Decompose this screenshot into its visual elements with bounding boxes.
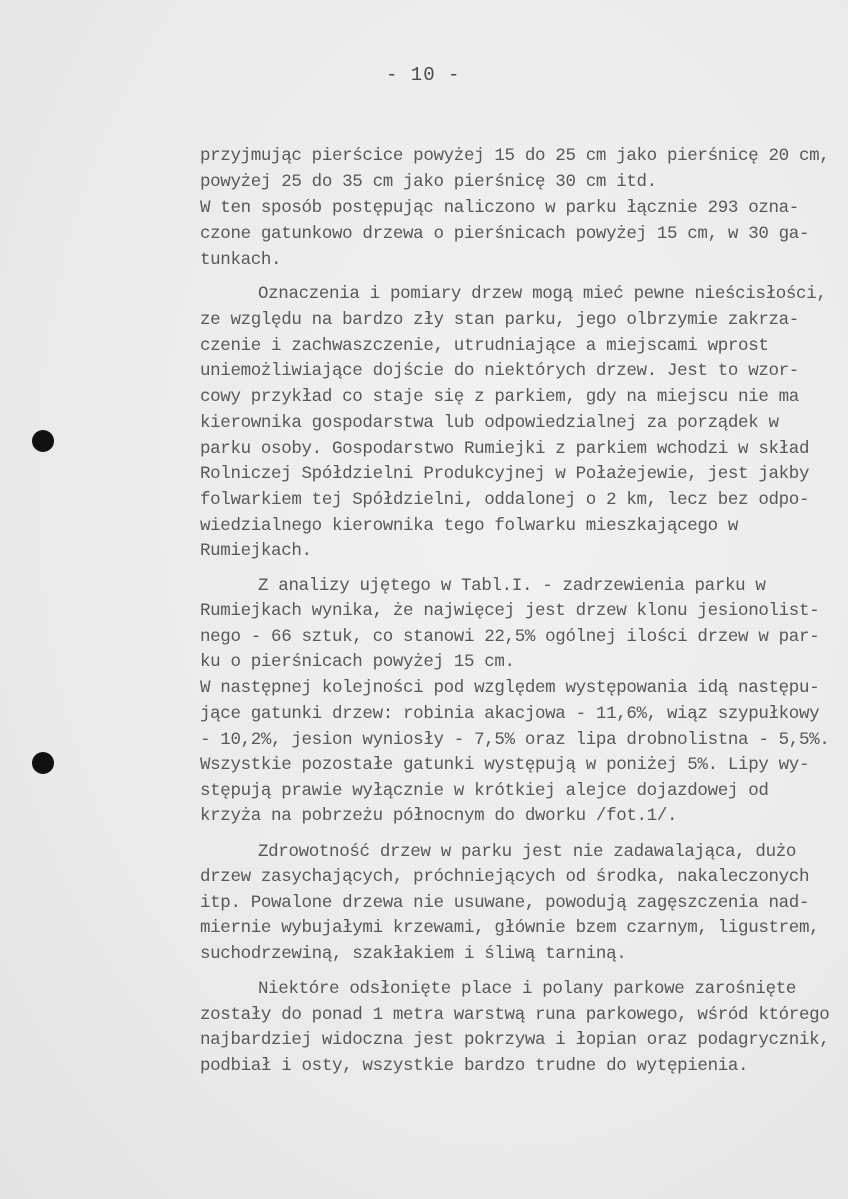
text-line: kierownika gospodarstwa lub odpowiedzialnej za porządek w [200, 413, 779, 433]
text-line: folwarkiem tej Spółdzielni, oddalonej o 2 km, lecz bez odpo- [200, 490, 810, 510]
text-line: - 10,2%, jesion wyniosły - 7,5% oraz lipa drobnolistna - 5,5%. [200, 730, 830, 750]
page-number: - 10 - [386, 64, 461, 86]
text-line: suchodrzewiną, szakłakiem i śliwą tarniną. [200, 944, 627, 964]
text-line: miernie wybujałymi krzewami, głównie bzem czarnym, ligustrem, [200, 918, 820, 938]
text-line: stępują prawie wyłącznie w krótkiej alejce dojazdowej od [200, 781, 769, 801]
text-line: krzyża na pobrzeżu północnym do dworku /fot.1/. [200, 806, 678, 826]
punch-hole-bottom [32, 752, 54, 774]
text-line: ku o pierśnicach powyżej 15 cm. [200, 652, 515, 672]
text-line: Oznaczenia i pomiary drzew mogą mieć pewne nieścisłości, [258, 284, 827, 304]
text-line: Z analizy ujętego w Tabl.I. - zadrzewienia parku w [258, 576, 766, 596]
text-line: uniemożliwiające dojście do niektórych drzew. Jest to wzor- [200, 361, 799, 381]
text-line: powyżej 25 do 35 cm jako pierśnicę 30 cm itd. [200, 172, 657, 192]
text-line: Wszystkie pozostałe gatunki występują w poniżej 5%. Lipy wy- [200, 755, 810, 775]
text-line: Zdrowotność drzew w parku jest nie zadawalająca, dużo [258, 842, 797, 862]
text-line: tunkach. [200, 250, 282, 270]
text-line: W następnej kolejności pod względem występowania idą następu- [200, 678, 820, 698]
text-line: wiedzialnego kierownika tego folwarku mieszkającego w [200, 516, 739, 536]
text-line: czenie i zachwaszczenie, utrudniające a miejscami wprost [200, 336, 769, 356]
text-line: Rumiejkach. [200, 541, 312, 561]
text-line: W ten sposób postępując naliczono w parku łącznie 293 ozna- [200, 198, 799, 218]
text-line: Rumiejkach wynika, że najwięcej jest drzew klonu jesionolist- [200, 601, 820, 621]
text-line: podbiał i osty, wszystkie bardzo trudne do wytępienia. [200, 1056, 749, 1076]
text-line: najbardziej widoczna jest pokrzywa i łopian oraz podagrycznik, [200, 1030, 830, 1050]
text-line: Niektóre odsłonięte place i polany parkowe zarośnięte [258, 979, 797, 999]
text-line: Rolniczej Spółdzielni Produkcyjnej w Połażejewie, jest jakby [200, 464, 810, 484]
text-line: nego - 66 sztuk, co stanowi 22,5% ogólnej ilości drzew w par- [200, 627, 820, 647]
text-line: itp. Powalone drzewa nie usuwane, powodują zagęszczenia nad- [200, 893, 810, 913]
text-line: parku osoby. Gospodarstwo Rumiejki z parkiem wchodzi w skład [200, 439, 810, 459]
text-line: zostały do ponad 1 metra warstwą runa parkowego, wśród którego [200, 1005, 830, 1025]
text-line: przyjmując pierścice powyżej 15 do 25 cm jako pierśnicę 20 cm, [200, 146, 830, 166]
text-line: czone gatunkowo drzewa o pierśnicach powyżej 15 cm, w 30 ga- [200, 224, 810, 244]
punch-hole-top [32, 430, 54, 452]
text-line: jące gatunki drzew: robinia akacjowa - 11,6%, wiąz szypułkowy [200, 704, 820, 724]
text-line: cowy przykład co staje się z parkiem, gdy na miejscu nie ma [200, 387, 799, 407]
text-line: ze względu na bardzo zły stan parku, jego olbrzymie zakrza- [200, 310, 799, 330]
text-line: drzew zasychających, próchniejących od środka, nakaleczonych [200, 867, 810, 887]
